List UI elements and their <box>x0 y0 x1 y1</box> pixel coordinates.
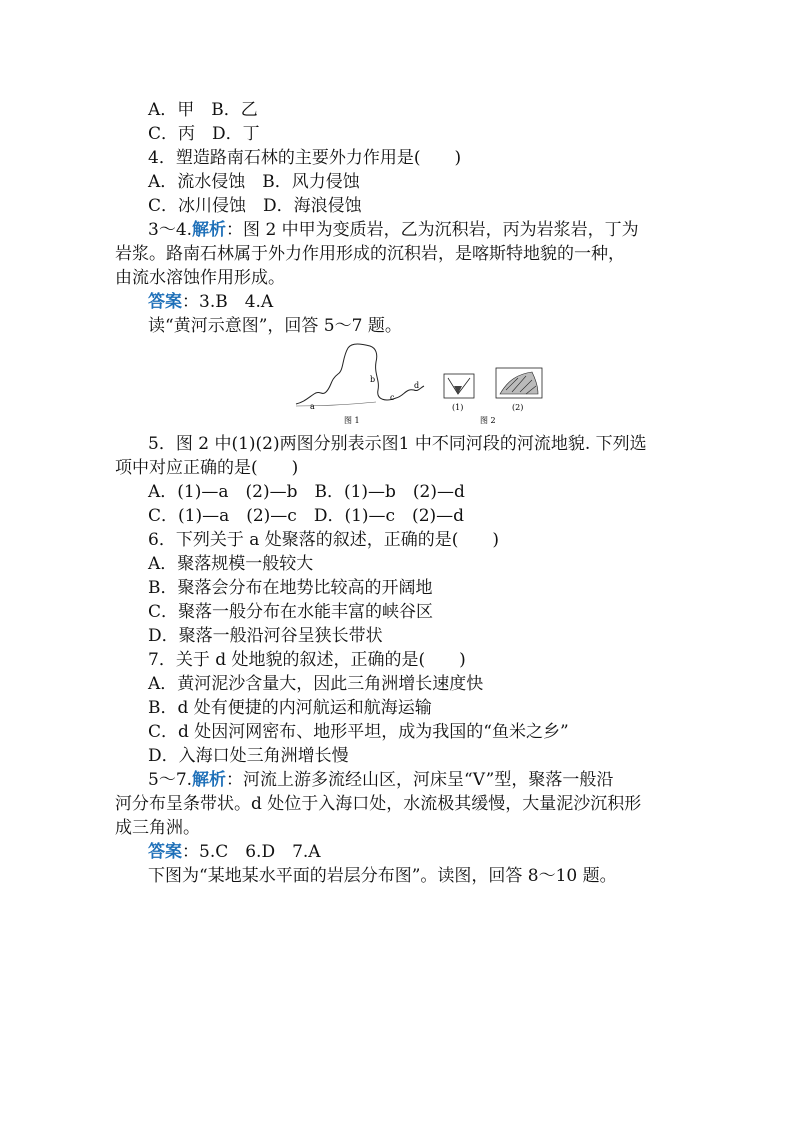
answer-3-4-text: ：3.B 4.A <box>182 292 274 312</box>
answer-3-4-label: 答案 <box>148 292 182 312</box>
analysis-5-7-line2: 河分布呈条带状。d 处位于入海口处，水流极其缓慢，大量泥沙沉积形 <box>115 794 642 814</box>
river-edge <box>296 402 376 406</box>
label-c: c <box>390 393 395 402</box>
label-1: (1) <box>452 403 464 412</box>
q5-stem-line2: 项中对应正确的是( ) <box>115 458 299 478</box>
label-a: a <box>310 402 315 411</box>
label-d: d <box>414 381 420 390</box>
analysis-3-4-line1 <box>148 218 639 242</box>
q4-options-ab: A．流水侵蚀 B．风力侵蚀 <box>148 172 360 192</box>
river-path <box>296 344 424 404</box>
read-instruction-8-10: 下图为“某地某水平面的岩层分布图”。读图，回答 8～10 题。 <box>148 866 617 886</box>
q5-stem-line1: 5．图 2 中(1)(2)两图分别表示图1 中不同河段的河流地貌. 下列选 <box>148 434 647 454</box>
answer-5-7-text: ：5.C 6.D 7.A <box>182 842 321 862</box>
q3-options-ab: A．甲 B．乙 <box>148 100 258 120</box>
analysis-3-4-line2: 岩浆。路南石林属于外力作用形成的沉积岩，是喀斯特地貌的一种， <box>115 244 625 264</box>
q6-option-b: B．聚落会分布在地势比较高的开阔地 <box>148 578 433 598</box>
analysis-5-7-line3: 成三角洲。 <box>115 818 200 838</box>
analysis-3-4-prefix: 3～4. <box>148 220 193 240</box>
q6-option-a: A．聚落规模一般较大 <box>148 554 314 574</box>
analysis-5-7-line1 <box>148 768 613 792</box>
analysis-5-7-prefix: 5～7. <box>148 770 193 790</box>
q4-options-cd: C．冰川侵蚀 D．海浪侵蚀 <box>148 196 362 216</box>
analysis-3-4-label: 解析 <box>192 220 227 240</box>
answer-3-4 <box>148 290 273 314</box>
q5-options-cd: C．(1)—a (2)—c D．(1)—c (2)—d <box>148 506 465 526</box>
q5-options-ab: A．(1)—a (2)—b B．(1)—b (2)—d <box>148 482 465 502</box>
q7-stem: 7．关于 d 处地貌的叙述，正确的是( ) <box>148 650 466 670</box>
answer-5-7-label: 答案 <box>148 842 182 862</box>
analysis-5-7-text: ：河流上游多流经山区，河床呈“V”型，聚落一般沿 <box>226 770 614 790</box>
q7-option-c: C．d 处因河网密布、地形平坦，成为我国的“鱼米之乡” <box>148 722 569 742</box>
q7-option-a: A．黄河泥沙含量大，因此三角洲增长速度快 <box>148 674 484 694</box>
fig2-caption: 图 2 <box>480 416 496 425</box>
q7-option-b: B．d 处有便捷的内河航运和航海运输 <box>148 698 432 718</box>
answer-5-7 <box>148 840 321 864</box>
q7-option-d: D．入海口处三角洲增长慢 <box>148 746 349 766</box>
label-b: b <box>370 375 376 384</box>
analysis-5-7-label: 解析 <box>192 770 227 790</box>
q3-options-cd: C．丙 D．丁 <box>148 124 260 144</box>
q4-stem: 4．塑造路南石林的主要外力作用是( ) <box>148 148 462 168</box>
q6-option-c: C．聚落一般分布在水能丰富的峡谷区 <box>148 602 434 622</box>
fig1-caption: 图 1 <box>344 416 360 425</box>
q6-stem: 6．下列关于 a 处聚落的叙述，正确的是( ) <box>148 530 500 550</box>
q6-option-d: D．聚落一般沿河谷呈狭长带状 <box>148 626 383 646</box>
analysis-3-4-text: ：图 2 中甲为变质岩，乙为沉积岩，丙为岩浆岩，丁为 <box>226 220 639 240</box>
yellow-river-figure <box>286 340 548 426</box>
analysis-3-4-line3: 由流水溶蚀作用形成。 <box>115 268 285 288</box>
read-instruction-5-7: 读“黄河示意图”，回答 5～7 题。 <box>148 316 402 336</box>
label-2: (2) <box>512 403 524 412</box>
